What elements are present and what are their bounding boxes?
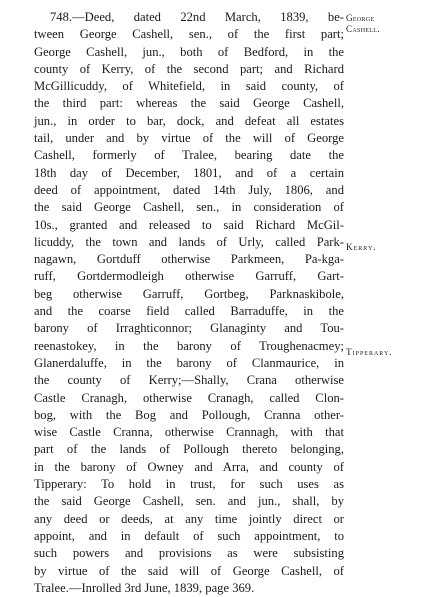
text-line: any deed or deeds, at any time jointly direct or bbox=[34, 511, 344, 526]
text-line: George Cashell, jun., both of Bedford, in the bbox=[34, 44, 344, 59]
text-line: in the barony of Owney and Arra, and county of bbox=[34, 459, 344, 474]
text-line: county of Kerry, of the second part; and Richard bbox=[34, 61, 344, 76]
text-line: beg otherwise Garruff, Gortbeg, Parknaskibole, bbox=[34, 286, 344, 301]
text-line: part of the lands of Pollough thereto belonging, bbox=[34, 442, 344, 457]
margin-note-george-cashell bbox=[346, 13, 420, 34]
margin-note-kerry: Kerry. bbox=[346, 242, 377, 252]
text-line: Tralee.—Inrolled 3rd June, 1839, page 369. bbox=[34, 580, 255, 595]
text-line: and the coarse field called Barraduffe, in the bbox=[34, 304, 344, 319]
text-line: such powers and provisions as were subsisting bbox=[34, 546, 344, 561]
text-line: Castle Cranagh, otherwise Cranagh, called Clon- bbox=[34, 390, 344, 405]
text-line: 10s., granted and released to said Richard McGil- bbox=[34, 217, 344, 232]
text-line: barony of Irraghticonnor; Glanaginty and Tou- bbox=[34, 321, 344, 336]
margin-note-line: George bbox=[346, 13, 375, 23]
text-line: the county of Kerry;—Shally, Crana otherwise bbox=[34, 373, 344, 388]
margin-note-tipperary: Tipperary. bbox=[346, 347, 393, 357]
text-line: tween George Cashell, sen., of the first part; bbox=[34, 27, 344, 42]
text-line: McGillicuddy, of Whitefield, in said county, of bbox=[34, 79, 344, 94]
text-line: deed of appointment, dated 14th July, 1806, and bbox=[34, 182, 344, 197]
text-line: the said George Cashell, sen., in consideration of bbox=[34, 200, 344, 215]
text-line: Tipperary: To hold in trust, for such uses as bbox=[34, 477, 344, 492]
text-line: ruff, Gortdermodleigh otherwise Garruff, Gart- bbox=[34, 269, 344, 284]
text-line: 18th day of December, 1801, and of a certain bbox=[34, 165, 344, 180]
text-line: wise Castle Cranna, otherwise Crannagh, with that bbox=[34, 425, 344, 440]
text-line: 748.—Deed, dated 22nd March, 1839, be- bbox=[50, 10, 344, 24]
text-line: nagawn, Gortduff otherwise Parkmeen, Pa-kga- bbox=[34, 252, 344, 267]
text-line: by virtue of the said will of George Cashell, of bbox=[34, 563, 344, 578]
text-line: appoint, and in default of such appointment, to bbox=[34, 528, 344, 543]
deed-entry-748 bbox=[34, 9, 344, 597]
text-line: licuddy, the town and lands of Urly, called Park- bbox=[34, 234, 344, 249]
text-line: Cashell, formerly of Tralee, bearing date the bbox=[34, 148, 344, 163]
text-line: jun., in order to bar, dock, and defeat all estates bbox=[34, 113, 344, 128]
text-line: Glanerdaluffe, in the barony of Clanmaurice, in bbox=[34, 355, 344, 370]
text-line: reenastokey, in the barony of Troughenacmey; bbox=[34, 338, 344, 353]
text-line: tail, under and by virtue of the will of George bbox=[34, 131, 344, 146]
text-line: the said George Cashell, sen. and jun., shall, by bbox=[34, 494, 344, 509]
margin-note-line: Cashell. bbox=[346, 23, 380, 34]
text-line: bog, with the Bog and Pollough, Cranna other- bbox=[34, 407, 344, 422]
text-line: the third part: whereas the said George Cashell, bbox=[34, 96, 344, 111]
